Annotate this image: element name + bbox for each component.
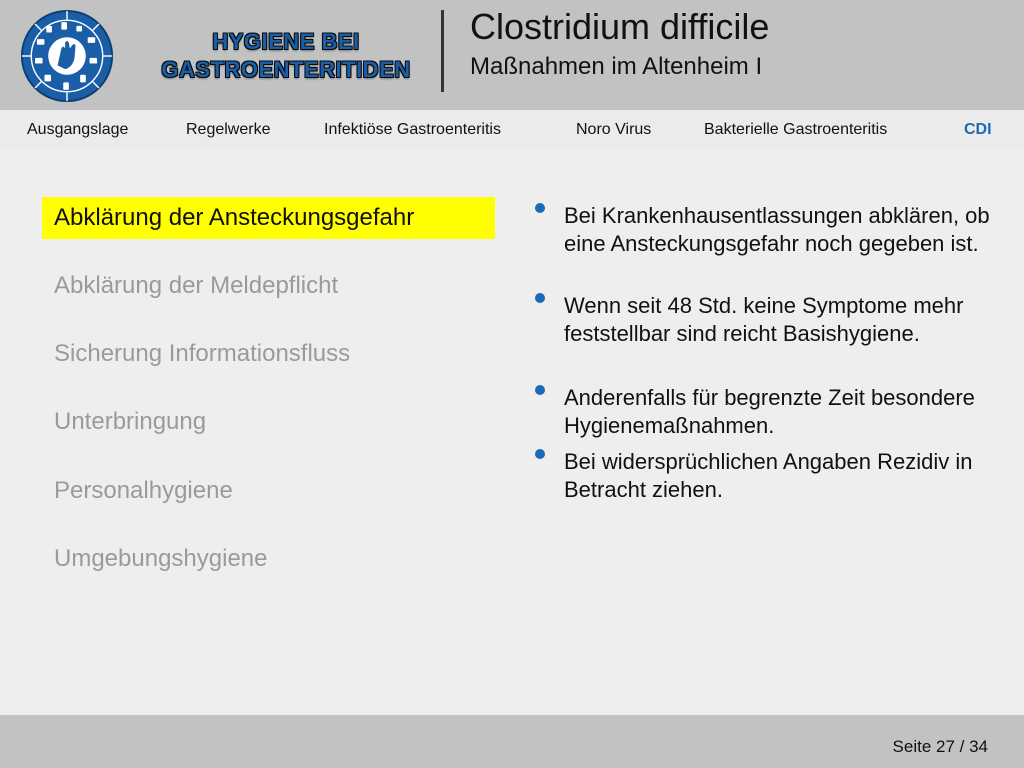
bullet-dot	[535, 385, 545, 395]
bullet-text-2: Wenn seit 48 Std. keine Symptome mehr feststellbar sind reicht Basishygiene.	[564, 293, 964, 346]
topic-item-unterbringung[interactable]: Unterbringung	[54, 408, 207, 435]
header-bar	[0, 0, 1024, 110]
bullet-text-4: Bei widersprüchlichen Angaben Rezidiv in Betracht ziehen.	[564, 449, 973, 502]
bullet-dot	[535, 203, 545, 213]
page-number: Seite 27 / 34	[892, 737, 988, 756]
topic-item-meldepflicht[interactable]: Abklärung der Meldepflicht	[54, 272, 339, 299]
nav-item-noro-virus[interactable]: Noro Virus	[576, 121, 652, 138]
topic-item-personalhygiene[interactable]: Personalhygiene	[54, 477, 233, 504]
header-divider	[441, 10, 444, 92]
nav-item-regelwerke[interactable]: Regelwerke	[186, 121, 271, 138]
bullet-text-1: Bei Krankenhausentlassungen abklären, ob eine Ansteckungsgefahr noch gegeben ist.	[564, 203, 990, 256]
nav-bar	[0, 110, 1024, 150]
nav-item-cdi[interactable]: CDI	[964, 121, 992, 138]
bullet-text-3: Anderenfalls für begrenzte Zeit besondere Hygienemaßnahmen.	[564, 385, 975, 438]
nav-item-bakterielle-gastroenteritis[interactable]: Bakterielle Gastroenteritis	[704, 121, 888, 138]
nav-item-infektioese-gastroenteritis[interactable]: Infektiöse Gastroenteritis	[324, 121, 501, 138]
topic-item-umgebungshygiene[interactable]: Umgebungshygiene	[54, 545, 268, 572]
brand-title	[140, 28, 432, 84]
topic-item-informationsfluss[interactable]: Sicherung Informationsfluss	[54, 340, 351, 367]
page-subtitle: Maßnahmen im Altenheim I	[470, 53, 763, 80]
footer-bar	[0, 715, 1024, 768]
bullet-dot	[535, 293, 545, 303]
nav-item-ausgangslage[interactable]: Ausgangslage	[27, 121, 129, 138]
brand-line-2: GASTROENTERITIDEN	[161, 57, 411, 82]
topic-item-ansteckungsgefahr[interactable]: Abklärung der Ansteckungsgefahr	[54, 204, 415, 231]
page-title: Clostridium difficile	[470, 6, 770, 47]
bullet-dot	[535, 449, 545, 459]
hygiene-logo-icon	[20, 9, 114, 103]
brand-line-1: HYGIENE BEI	[212, 29, 360, 54]
